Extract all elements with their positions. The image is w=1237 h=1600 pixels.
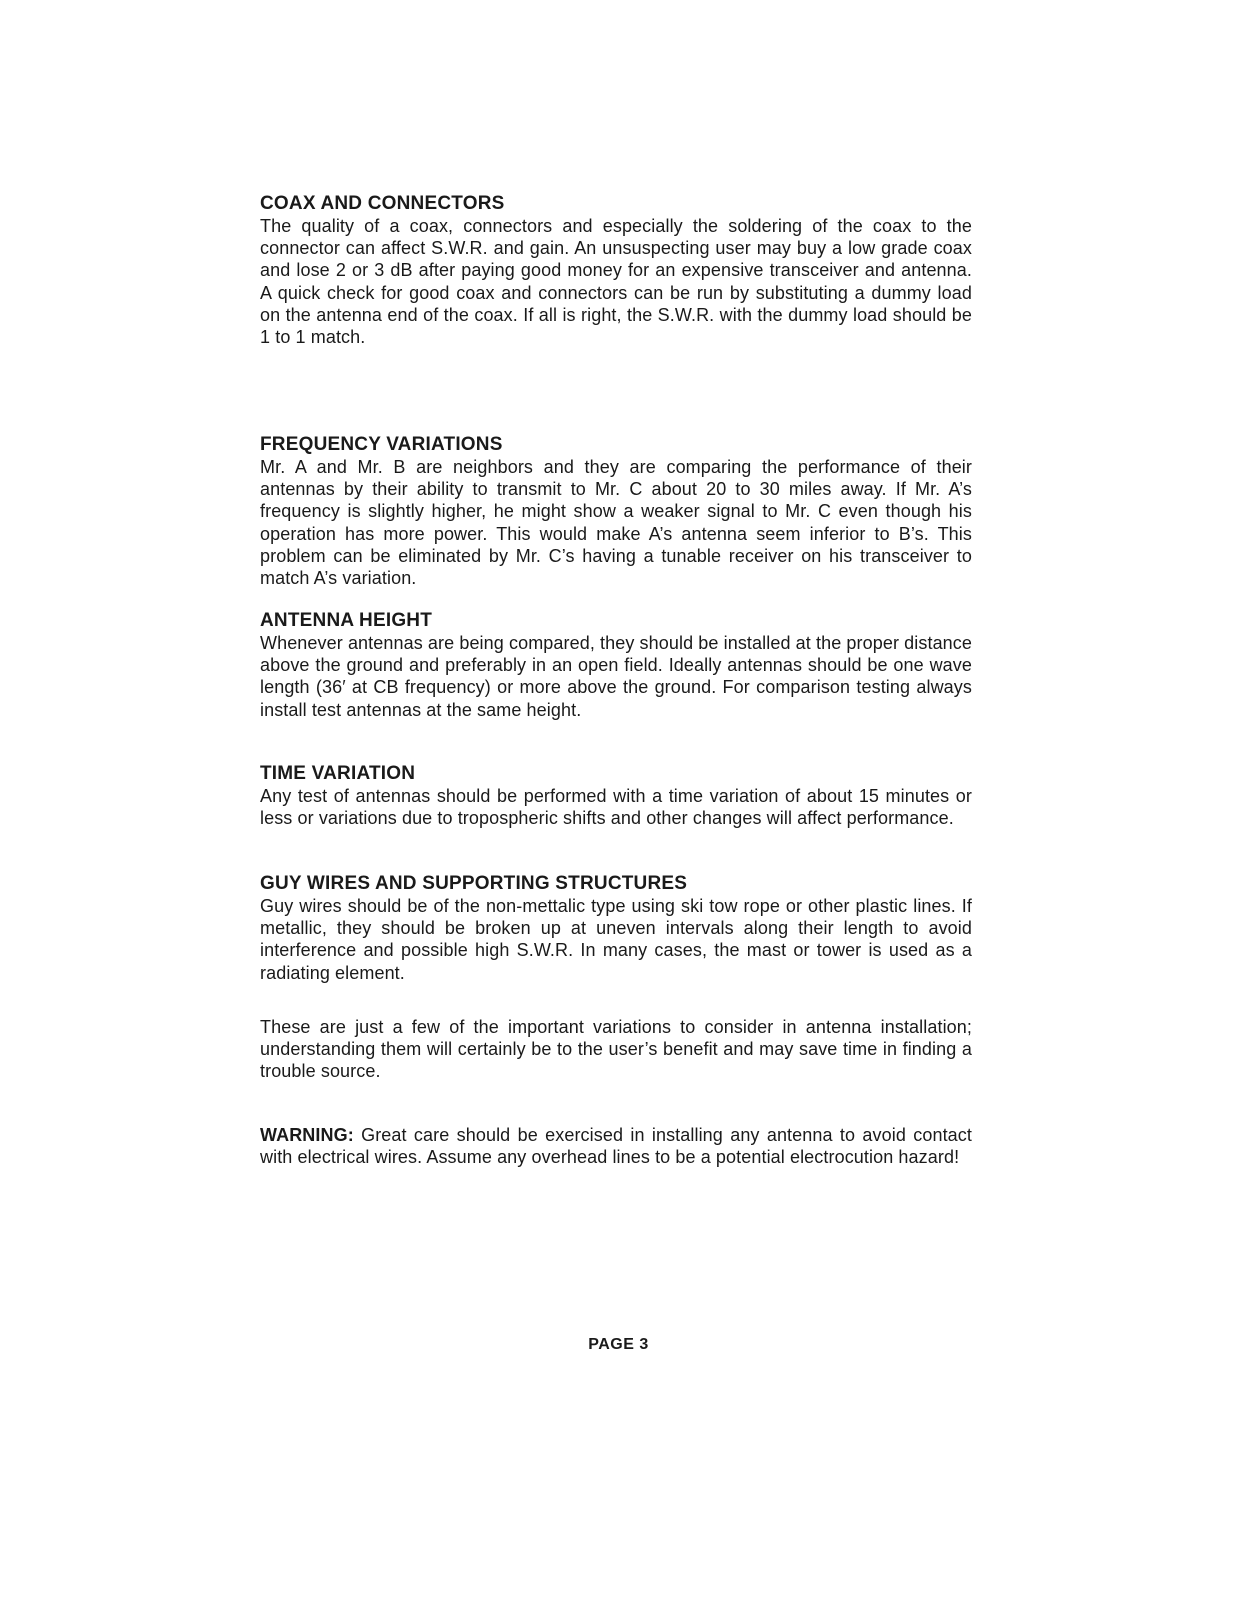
section-body: The quality of a coax, connectors and especially the soldering of the coax to the connector can affect S.W.R. and gain. An unsuspecting user may buy a low grade coax and lose 2 or 3 dB after paying good money for an expensive transceiver and antenna. A quick check for good coax and connectors can be run by substituting a dummy load on the antenna end of the coax. If all is right, the S.W.R. with the dummy load should be 1 to 1 match. bbox=[260, 216, 972, 348]
section-heading: ANTENNA HEIGHT bbox=[260, 610, 433, 631]
section-body: Guy wires should be of the non-mettalic type using ski tow rope or other plastic lines. If metallic, they should be broken up at uneven intervals along their length to avoid interference and possible high S.W.R. In many cases, the mast or tower is used as a radiating element. bbox=[260, 896, 972, 983]
warning-label: WARNING: bbox=[260, 1125, 354, 1145]
section-heading: FREQUENCY VARIATIONS bbox=[260, 434, 503, 455]
section-body: Whenever antennas are being compared, they should be installed at the proper distance above the ground and preferably in an open field. Ideally antennas should be one wave length (36′ at CB frequency) or more above the ground. For comparison testing always install test antennas at the same height. bbox=[260, 633, 972, 720]
section-time-variation bbox=[260, 763, 972, 829]
warning-paragraph bbox=[260, 1124, 972, 1168]
warning-block bbox=[260, 1124, 972, 1168]
warning-text: Great care should be exercised in installing any antenna to avoid contact with electrical wires. Assume any overhead lines to be a potential electrocution hazard! bbox=[260, 1125, 972, 1168]
section-heading: GUY WIRES AND SUPPORTING STRUCTURES bbox=[260, 873, 688, 894]
section-coax-and-connectors bbox=[260, 193, 972, 348]
page-number: PAGE 3 bbox=[588, 1336, 649, 1353]
closing-paragraph: These are just a few of the important variations to consider in antenna installation; understanding them will certainly be to the user’s benefit and may save time in finding a trouble source. bbox=[260, 1017, 972, 1082]
closing-paragraph-block bbox=[260, 1016, 972, 1083]
section-heading: TIME VARIATION bbox=[260, 763, 416, 784]
section-antenna-height bbox=[260, 610, 972, 721]
section-body: Any test of antennas should be performed with a time variation of about 15 minutes or less or variations due to tropospheric shifts and other changes will affect performance. bbox=[260, 786, 972, 829]
section-heading: COAX AND CONNECTORS bbox=[260, 193, 505, 214]
section-body: Mr. A and Mr. B are neighbors and they are comparing the performance of their antennas by their ability to transmit to Mr. C about 20 to 30 miles away. If Mr. A’s frequency is slightly higher, he might show a weaker signal to Mr. C even though his operation has more power. This would make A’s antenna seem inferior to B’s. This problem can be eliminated by Mr. C’s having a tunable receiver on his transceiver to match A’s variation. bbox=[260, 457, 972, 589]
section-frequency-variations bbox=[260, 434, 972, 589]
section-guy-wires bbox=[260, 873, 972, 984]
